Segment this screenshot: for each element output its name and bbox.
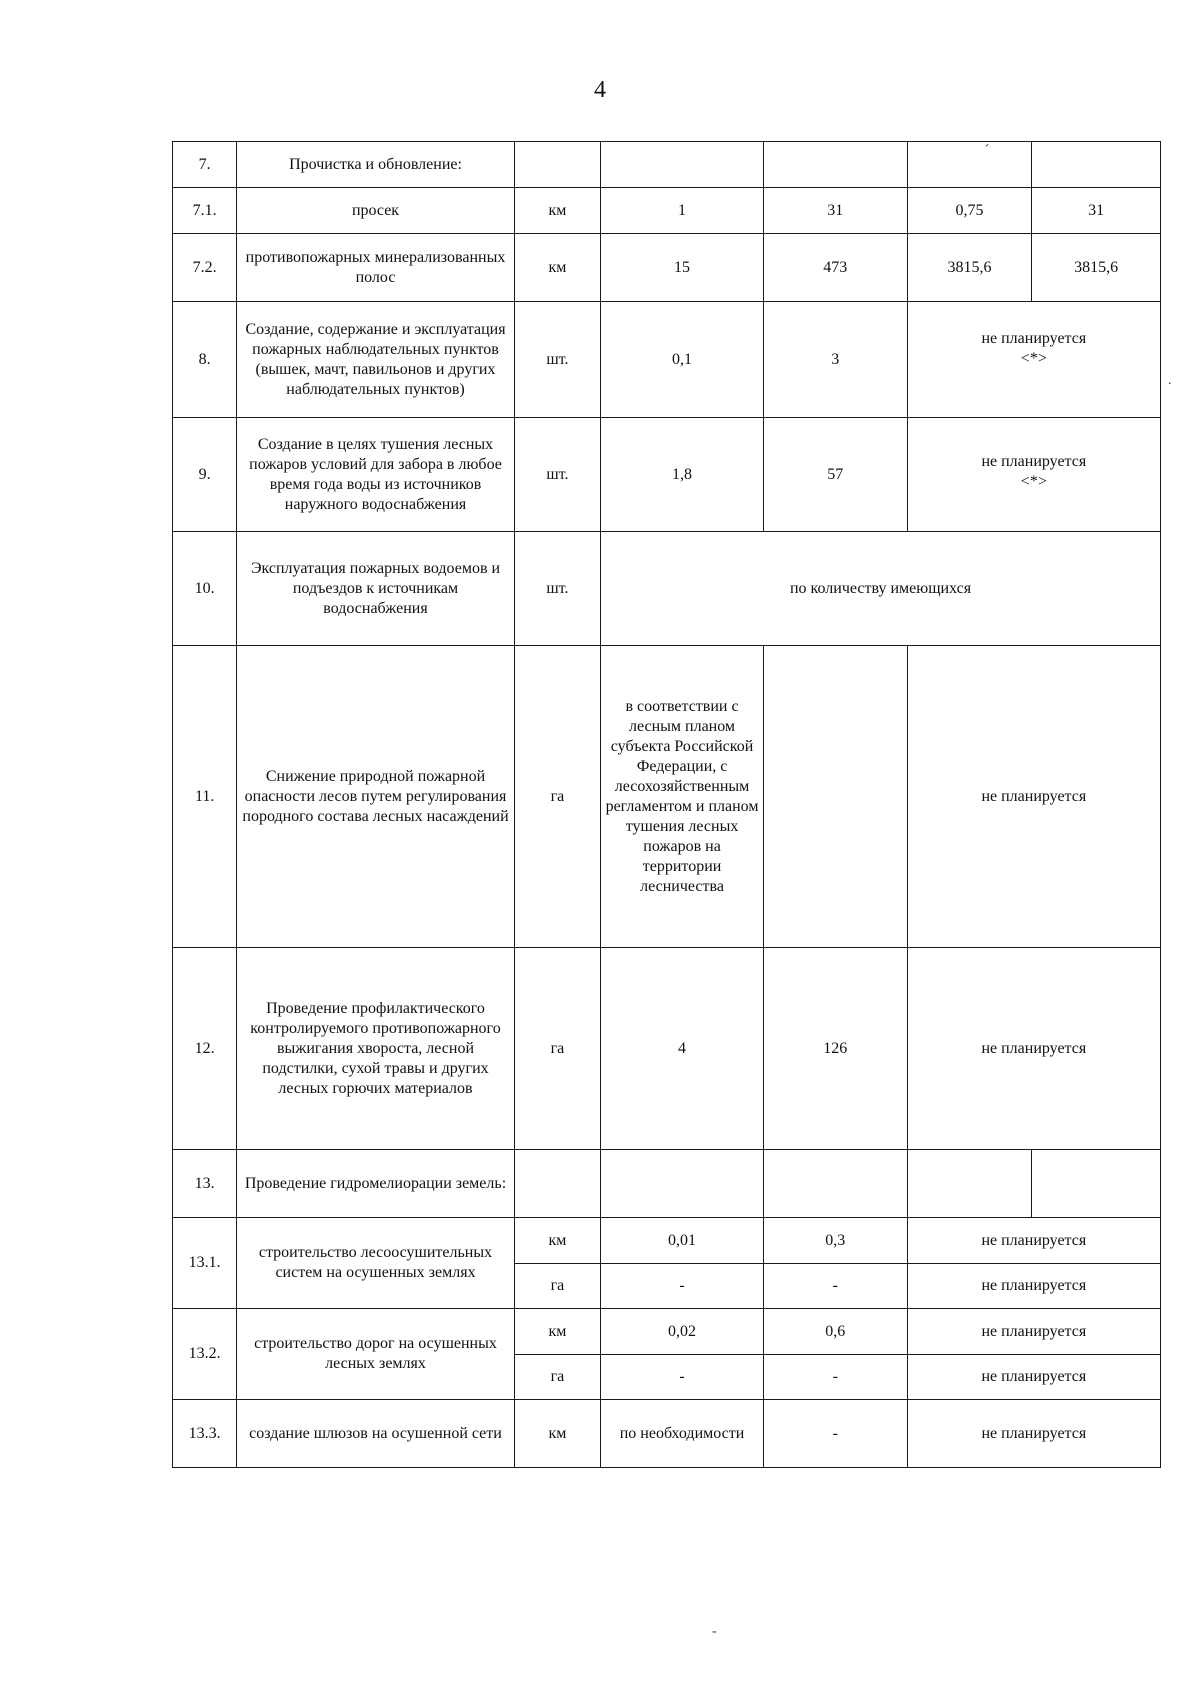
table-row (173, 302, 1161, 418)
cell-plan-status: не планируется (907, 1264, 1160, 1309)
row-name: противопожарных минерализованных полос (237, 234, 514, 302)
cell-value-d: 31 (1032, 188, 1161, 234)
cell-plan-status: не планируется (907, 948, 1160, 1150)
cell-value-b: - (763, 1355, 907, 1400)
table-row (173, 646, 1161, 948)
cell-value-c (907, 1150, 1032, 1218)
cell-plan-status (907, 418, 1160, 532)
row-unit: км (514, 188, 600, 234)
cell-value-d (1032, 1150, 1161, 1218)
cell-value-b: 0,6 (763, 1309, 907, 1355)
cell-plan-status: не планируется (907, 646, 1160, 948)
cell-value-b: 473 (763, 234, 907, 302)
stray-dash-mark: - (712, 1624, 717, 1639)
cell-merged-value: по количеству имеющихся (601, 532, 1161, 646)
row-name: создание шлюзов на осушенной сети (237, 1400, 514, 1468)
row-number: 13.2. (173, 1309, 237, 1400)
cell-plan-status: не планируется (907, 1309, 1160, 1355)
row-name: просек (237, 188, 514, 234)
cell-value-a: 1,8 (601, 418, 764, 532)
cell-value-c: 0,75 (907, 188, 1032, 234)
cell-value-a: 4 (601, 948, 764, 1150)
row-number: 13.3. (173, 1400, 237, 1468)
cell-value-a: 0,02 (601, 1309, 764, 1355)
cell-value-b: 0,3 (763, 1218, 907, 1264)
row-number: 11. (173, 646, 237, 948)
cell-value-b (763, 646, 907, 948)
row-number: 13. (173, 1150, 237, 1218)
row-unit (514, 1150, 600, 1218)
cell-value-a: - (601, 1355, 764, 1400)
row-number: 12. (173, 948, 237, 1150)
cell-value-b (763, 142, 907, 188)
page-number: 4 (594, 77, 606, 103)
cell-value-b: 3 (763, 302, 907, 418)
cell-plan-status: не планируется (907, 1400, 1160, 1468)
row-unit: км (514, 1218, 600, 1264)
table-row (173, 1400, 1161, 1468)
table-row (173, 234, 1161, 302)
cell-value-a: 0,01 (601, 1218, 764, 1264)
table-row (173, 532, 1161, 646)
table-row (173, 1150, 1161, 1218)
stray-mark: ´ (984, 143, 990, 158)
cell-value-a: 0,1 (601, 302, 764, 418)
row-unit (514, 142, 600, 188)
table-row (173, 188, 1161, 234)
row-number: 13.1. (173, 1218, 237, 1309)
row-unit: га (514, 646, 600, 948)
cell-value-d: 3815,6 (1032, 234, 1161, 302)
footnote-marker: <*> (1020, 472, 1047, 490)
row-number: 7. (173, 142, 237, 188)
cell-value-a: - (601, 1264, 764, 1309)
row-number: 10. (173, 532, 237, 646)
cell-value-c: 3815,6 (907, 234, 1032, 302)
cell-value-d (1032, 142, 1161, 188)
row-name: Прочистка и обновление: (237, 142, 514, 188)
row-unit: шт. (514, 532, 600, 646)
footnote-marker: <*> (1020, 349, 1047, 367)
row-number: 7.1. (173, 188, 237, 234)
cell-value-c (907, 142, 1032, 188)
table-row (173, 1309, 1161, 1355)
row-unit: шт. (514, 302, 600, 418)
cell-plan-status: не планируется (907, 1355, 1160, 1400)
row-name: строительство дорог на осушенных лесных землях (237, 1309, 514, 1400)
row-number: 8. (173, 302, 237, 418)
cell-value-b: 126 (763, 948, 907, 1150)
row-name: Создание в целях тушения лесных пожаров условий для забора в любое время года воды из источников наружного водоснабжения (237, 418, 514, 532)
cell-value-b (763, 1150, 907, 1218)
cell-value-b: 57 (763, 418, 907, 532)
row-unit: км (514, 1309, 600, 1355)
row-name: Проведение гидромелиорации земель: (237, 1150, 514, 1218)
cell-value-a: 15 (601, 234, 764, 302)
cell-value-a (601, 1150, 764, 1218)
cell-value-b: 31 (763, 188, 907, 234)
row-number: 7.2. (173, 234, 237, 302)
cell-value-a (601, 142, 764, 188)
row-name: Эксплуатация пожарных водоемов и подъездов к источникам водоснабжения (237, 532, 514, 646)
plan-status-text: не планируется (981, 329, 1087, 347)
table-row (173, 948, 1161, 1150)
cell-value-b: - (763, 1400, 907, 1468)
row-name: строительство лесоосушительных систем на осушенных землях (237, 1218, 514, 1309)
row-unit: га (514, 1264, 600, 1309)
cell-plan-status: не планируется (907, 1218, 1160, 1264)
table-row (173, 142, 1161, 188)
table-row (173, 418, 1161, 532)
row-name: Создание, содержание и эксплуатация пожарных наблюдательных пунктов (вышек, мачт, павильонов и других наблюдательных пунктов) (237, 302, 514, 418)
cell-value-a: 1 (601, 188, 764, 234)
row-unit: га (514, 948, 600, 1150)
cell-plan-status (907, 302, 1160, 418)
cell-value-a: в соответствии с лесным планом субъекта Российской Федерации, с лесохозяйственным регламентом и планом тушения лесных пожаров на территории лесничества (601, 646, 764, 948)
row-name: Снижение природной пожарной опасности лесов путем регулирования породного состава лесных насаждений (237, 646, 514, 948)
row-unit: км (514, 234, 600, 302)
row-number: 9. (173, 418, 237, 532)
row-unit: га (514, 1355, 600, 1400)
table-row (173, 1218, 1161, 1264)
row-unit: шт. (514, 418, 600, 532)
stray-dot-mark: . (1168, 373, 1172, 388)
cell-value-b: - (763, 1264, 907, 1309)
row-unit: км (514, 1400, 600, 1468)
row-name: Проведение профилактического контролируемого противопожарного выжигания хвороста, лесной подстилки, сухой травы и других лесных горючих материалов (237, 948, 514, 1150)
cell-value-a: по необходимости (601, 1400, 764, 1468)
fire-prevention-table (172, 141, 1161, 1468)
plan-status-text: не планируется (981, 452, 1087, 470)
